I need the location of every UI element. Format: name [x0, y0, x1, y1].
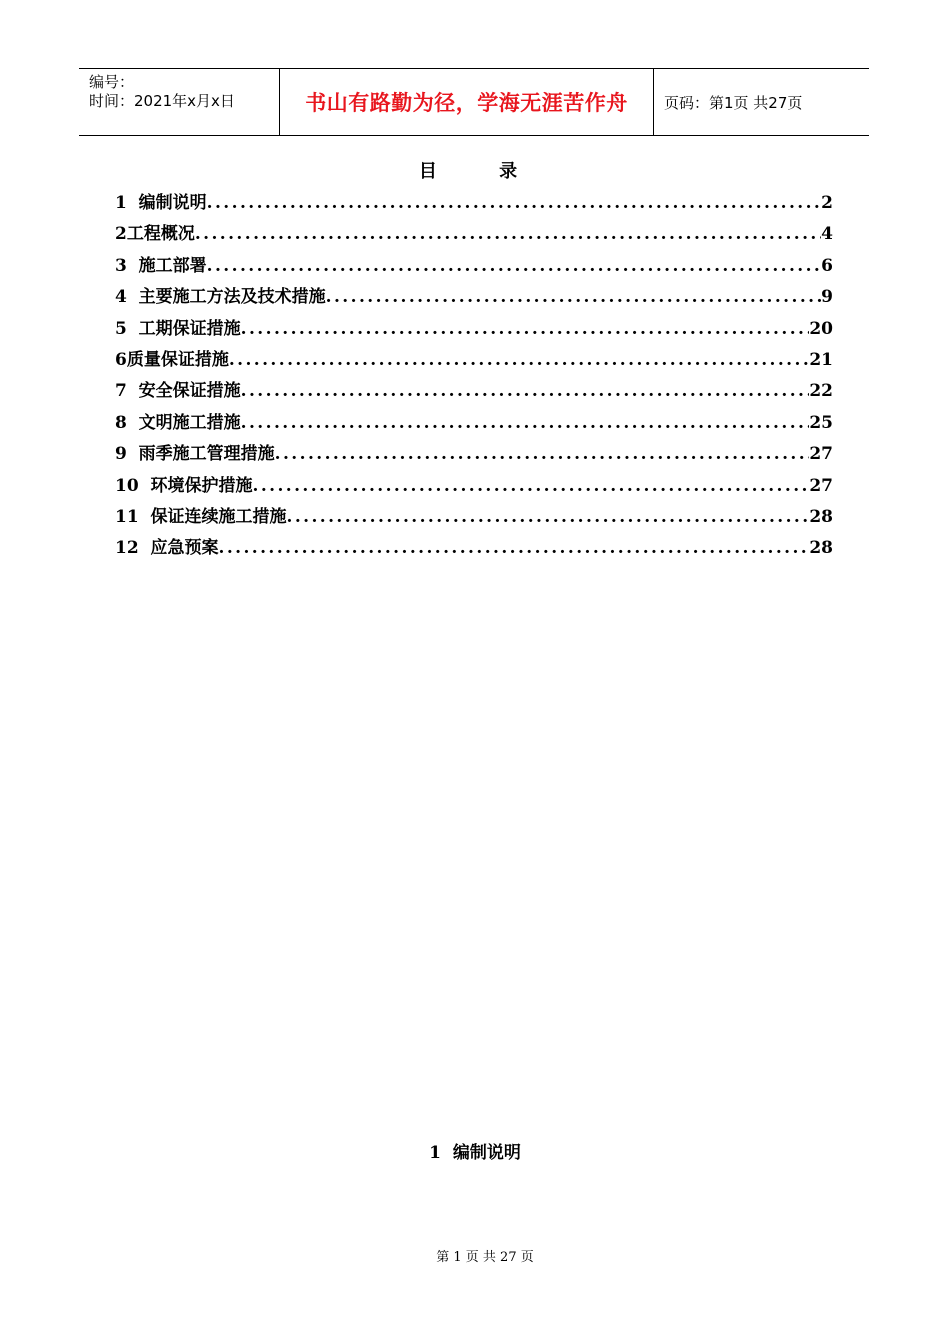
header-motto-cell: [280, 69, 654, 135]
toc-entry-label: 1 编制说明: [115, 193, 207, 213]
toc-entry-page: 27: [809, 444, 833, 465]
toc-entry[interactable]: [115, 251, 833, 282]
toc-entry[interactable]: [115, 376, 833, 407]
toc-entry[interactable]: [115, 471, 833, 502]
toc-title: 目 录: [418, 161, 546, 182]
toc-leader-dots: [241, 381, 810, 401]
toc-leader-dots: [207, 193, 821, 213]
toc-entry-page: 4: [821, 224, 833, 245]
toc-leader-dots: [326, 287, 821, 307]
toc-entry-page: 25: [809, 412, 833, 433]
toc-entry[interactable]: [115, 314, 833, 345]
toc-entry-label: 10 环境保护措施: [115, 475, 253, 496]
toc-leader-dots: [195, 224, 821, 244]
toc-leader-dots: [253, 476, 810, 496]
toc-entry-label: 12 应急预案: [115, 538, 219, 559]
table-of-contents: [115, 188, 833, 565]
toc-leader-dots: [275, 444, 810, 464]
toc-leader-dots: [241, 413, 810, 433]
date-label: 时间：2021年x月x日: [89, 92, 235, 110]
toc-entry-label: 2工程概况: [115, 224, 195, 245]
motto-text: 书山有路勤为径，学海无涯苦作舟: [305, 90, 628, 115]
section-heading: 1 编制说明: [429, 1143, 521, 1163]
toc-entry-label: 5 工期保证措施: [115, 318, 241, 339]
toc-entry[interactable]: [115, 188, 833, 219]
toc-entry-page: 28: [809, 506, 833, 527]
toc-entry-label: 6质量保证措施: [115, 349, 229, 370]
toc-entry-page: 20: [809, 318, 833, 339]
toc-entry-page: 2: [821, 193, 833, 213]
toc-entry[interactable]: [115, 219, 833, 250]
toc-leader-dots: [229, 350, 809, 370]
toc-leader-dots: [241, 319, 810, 339]
toc-leader-dots: [219, 538, 810, 558]
toc-entry-label: 8 文明施工措施: [115, 412, 241, 433]
header-meta-cell: [79, 69, 280, 135]
toc-leader-dots: [207, 256, 821, 276]
toc-entry[interactable]: [115, 282, 833, 313]
serial-number-label: 编号：: [89, 73, 135, 91]
toc-entry[interactable]: [115, 345, 833, 376]
toc-entry-page: 9: [821, 287, 833, 308]
toc-entry-label: 4 主要施工方法及技术措施: [115, 287, 326, 308]
toc-entry-page: 22: [809, 381, 833, 402]
document-header: [79, 68, 869, 136]
toc-entry[interactable]: [115, 408, 833, 439]
header-page-cell: [654, 69, 869, 135]
toc-entry-page: 27: [809, 475, 833, 496]
toc-entry-label: 11 保证连续施工措施: [115, 506, 287, 527]
toc-entry[interactable]: [115, 439, 833, 470]
toc-entry-page: 28: [809, 538, 833, 559]
toc-entry-label: 7 安全保证措施: [115, 381, 241, 402]
toc-entry-label: 9 雨季施工管理措施: [115, 444, 275, 465]
toc-entry-label: 3 施工部署: [115, 255, 207, 276]
toc-entry[interactable]: [115, 502, 833, 533]
toc-entry[interactable]: [115, 533, 833, 564]
toc-entry-page: 6: [821, 255, 833, 276]
page-footer: 第 1 页 共 27 页: [436, 1250, 534, 1265]
toc-entry-page: 21: [809, 349, 833, 370]
toc-leader-dots: [287, 507, 810, 527]
page-info: 页码：第1页 共27页: [664, 93, 803, 112]
